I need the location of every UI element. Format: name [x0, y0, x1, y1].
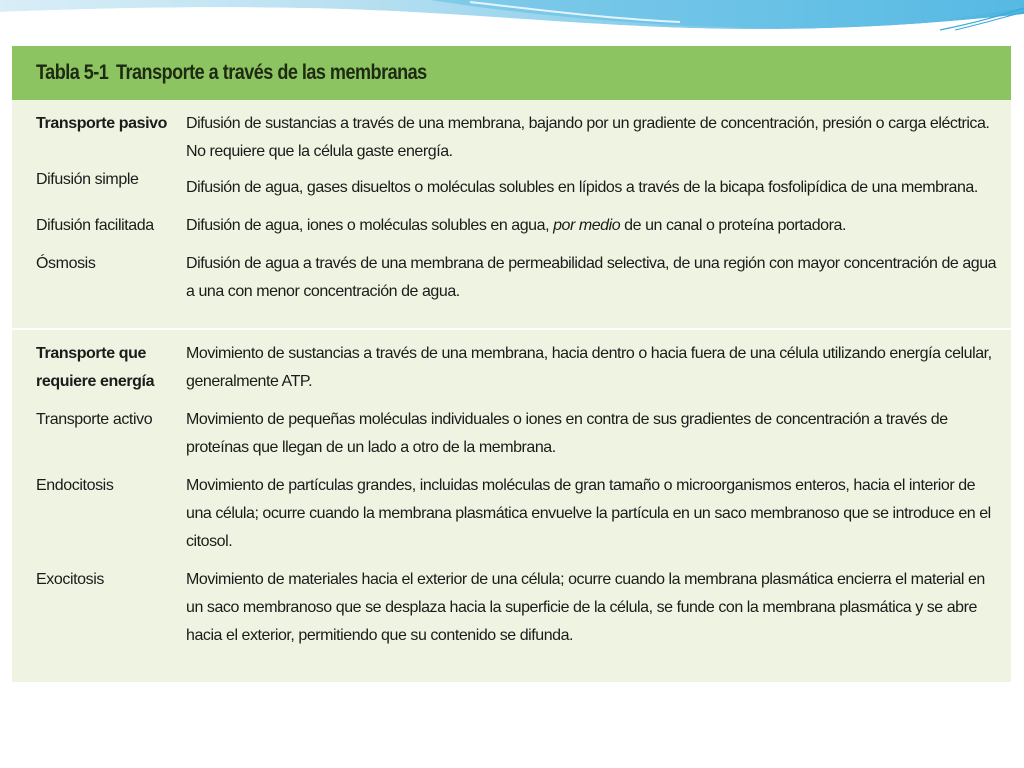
term-label: Difusión simple — [36, 171, 139, 188]
term-definition — [186, 204, 998, 240]
term-label: Ósmosis — [36, 255, 96, 272]
table-card — [12, 46, 1011, 682]
banner-wave-graphic — [0, 0, 1024, 34]
table-row — [12, 110, 1011, 166]
table-header — [12, 46, 1011, 100]
table-title: Transporte a través de las membranas — [116, 61, 427, 84]
term-label: Difusión facilitada — [36, 217, 154, 234]
term-definition: Movimiento de pequeñas moléculas individuales o iones en contra de sus gradientes de concentración a través de proteínas que llegan de un lado a otro de la membrana. — [186, 411, 948, 456]
section-passive-transport — [12, 110, 1011, 306]
term-label: Transporte activo — [36, 411, 153, 428]
table-row — [12, 340, 1011, 396]
table-number: Tabla 5-1 — [36, 61, 109, 84]
term-label: Transporte pasivo — [36, 115, 168, 132]
table-row — [12, 406, 1011, 462]
top-decorative-banner — [0, 0, 1024, 34]
term-label: Endocitosis — [36, 477, 114, 494]
table-row — [12, 472, 1011, 556]
term-definition: Movimiento de materiales hacia el exterior de una célula; ocurre cuando la membrana plasmática encierra el material en un saco membranoso que se desplaza hacia la superficie de la célula, se funde con la membrana plasmática y se abre hacia el exterior, permitiendo que su contenido se difunda. — [186, 571, 985, 644]
section-divider — [12, 328, 1011, 330]
term-label: Transporte que requiere energía — [36, 345, 155, 390]
definition-text-after: de un canal o proteína portadora. — [620, 217, 846, 234]
section-active-transport — [12, 340, 1011, 650]
definition-text-emphasis: por medio — [553, 217, 621, 234]
term-definition: Movimiento de partículas grandes, incluidas moléculas de gran tamaño o microorganismos enteros, hacia el interior de una célula; ocurre cuando la membrana plasmática envuelve la partícula en un saco membranoso que se introduce en el citosol. — [186, 477, 991, 550]
term-definition: Difusión de sustancias a través de una membrana, bajando por un gradiente de concentración, presión o carga eléctrica. No requiere que la célula gaste energía. — [186, 115, 990, 160]
table-row — [12, 204, 1011, 240]
table-row — [12, 166, 1011, 202]
term-definition: Movimiento de sustancias a través de una membrana, hacia dentro o hacia fuera de una célula utilizando energía celular, generalmente ATP. — [186, 345, 992, 390]
table-row — [12, 242, 1011, 306]
term-definition: Difusión de agua, gases disueltos o moléculas solubles en lípidos a través de la bicapa fosfolipídica de una membrana. — [186, 179, 978, 196]
term-definition: Difusión de agua a través de una membrana de permeabilidad selectiva, de una región con mayor concentración de agua a una con menor concentración de agua. — [186, 255, 997, 300]
table-row — [12, 566, 1011, 650]
definition-text-before: Difusión de agua, iones o moléculas solubles en agua, — [186, 217, 554, 234]
term-label: Exocitosis — [36, 571, 105, 588]
